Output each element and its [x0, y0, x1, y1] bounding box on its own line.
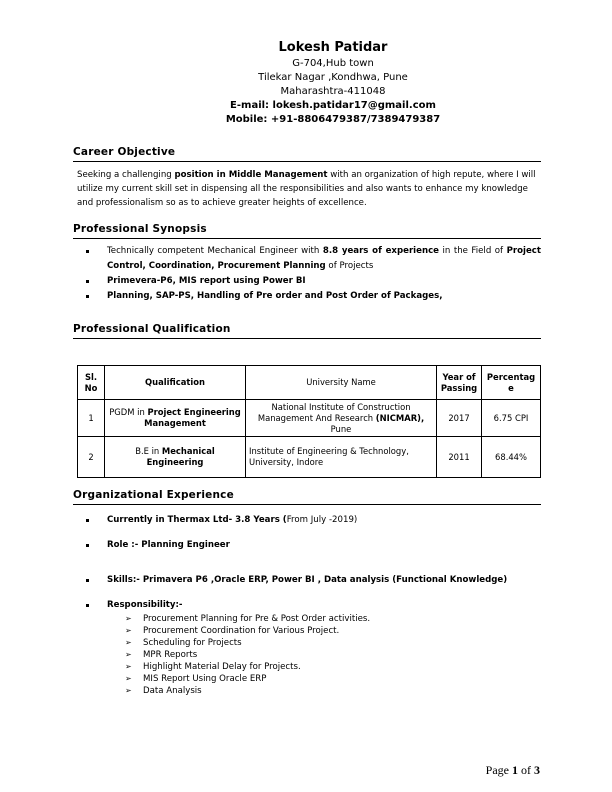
text-bold: 8.8 years of experience: [322, 246, 439, 256]
career-objective-section: [73, 146, 541, 210]
section-heading: Professional Synopsis: [73, 223, 541, 239]
text: Pune: [330, 423, 352, 434]
column-header: Year of Passing: [437, 366, 482, 400]
list-item: [107, 538, 541, 553]
table-row: [78, 437, 541, 478]
text: of Projects: [325, 261, 374, 271]
column-header: Sl. No: [78, 366, 105, 400]
text: in the Field of: [439, 246, 507, 256]
column-header: University Name: [246, 366, 437, 400]
text: Seeking a challenging: [77, 170, 175, 180]
responsibility-item: ➢ Scheduling for Projects: [143, 637, 541, 649]
cell-university: [246, 400, 437, 437]
page-number: [486, 763, 540, 778]
text: Technically competent Mechanical Engineer with: [107, 246, 323, 256]
text: B.E in: [135, 446, 162, 456]
text-bold: Planning, SAP-PS, Handling of Pre order and Post Order of Packages,: [107, 291, 443, 301]
text-bold: Mechanical Engineering: [146, 446, 215, 467]
table-row: [78, 400, 541, 437]
text-bold: Project Control, Coordination, Procurement Planning: [107, 246, 541, 271]
text: of: [518, 763, 534, 777]
cell-qualification: [105, 437, 246, 478]
text-bold: Project Engineering Management: [144, 407, 241, 428]
list-item: [107, 274, 541, 289]
responsibility-item: ➢ Data Analysis: [143, 685, 541, 697]
text: National Institute of Construction Management And Research: [257, 401, 411, 423]
responsibility-list: [107, 613, 541, 697]
responsibility-item: ➢ MPR Reports: [143, 649, 541, 661]
text: Page: [485, 763, 512, 777]
text-bold: Primevera-P6, MIS report using Power BI: [107, 276, 306, 286]
professional-qualification-section: [73, 323, 541, 339]
career-objective-text: [77, 168, 541, 210]
cell-sl: 2: [78, 437, 105, 478]
section-heading: Professional Qualification: [73, 323, 541, 339]
candidate-name: Lokesh Patidar: [278, 40, 388, 55]
cell-year: 2011: [437, 437, 482, 478]
text-bold: Skills:- Primavera P6 ,Oracle ERP, Power BI , Data analysis (Functional Knowledge): [107, 575, 508, 585]
qualification-table: [77, 365, 541, 478]
text: From July -2019): [286, 515, 358, 525]
professional-synopsis-section: [73, 223, 541, 304]
responsibility-item: ➢ Highlight Material Delay for Projects.: [143, 661, 541, 673]
list-item: [107, 598, 541, 697]
list-item: [107, 513, 541, 528]
text-bold: 3: [534, 763, 540, 777]
list-item: [107, 244, 541, 274]
email: E-mail: lokesh.patidar17@gmail.com: [230, 100, 436, 111]
cell-qualification: [105, 400, 246, 437]
column-header: Qualification: [105, 366, 246, 400]
address-line: Tilekar Nagar ,Kondhwa, Pune: [258, 72, 408, 83]
cell-percentage: 68.44%: [482, 437, 541, 478]
section-heading: Career Objective: [73, 146, 541, 162]
text-bold: 1: [512, 763, 518, 777]
responsibility-item: ➢ Procurement Coordination for Various Project.: [143, 625, 541, 637]
responsibility-item: ➢ Procurement Planning for Pre & Post Order activities.: [143, 613, 541, 625]
responsibility-item: ➢ MIS Report Using Oracle ERP: [143, 673, 541, 685]
text-bold: position in Middle Management: [174, 170, 328, 180]
cell-university: Institute of Engineering & Technology, University, Indore: [246, 437, 437, 478]
list-item: [107, 289, 541, 304]
text: PGDM in: [109, 407, 148, 417]
text: with an organization of high repute, where I will utilize my current skill set in dispensing all the responsibilities and also wants to enhance my knowledge and professionalism so as to achieve greater heights of excellence.: [77, 170, 536, 208]
list-item: [107, 573, 541, 588]
organizational-experience-section: [73, 489, 541, 697]
address-line: Maharashtra-411048: [280, 86, 386, 97]
section-heading: Organizational Experience: [73, 489, 541, 505]
address-line: G-704,Hub town: [292, 58, 374, 69]
text-bold: Responsibility:-: [107, 600, 183, 610]
cell-percentage: 6.75 CPI: [482, 400, 541, 437]
text-bold: Currently in Thermax Ltd- 3.8 Years (: [107, 515, 287, 525]
cell-sl: 1: [78, 400, 105, 437]
cell-year: 2017: [437, 400, 482, 437]
column-header: Percentage: [482, 366, 541, 400]
text-bold: Role :- Planning Engineer: [107, 540, 230, 550]
mobile: Mobile: +91-8806479387/7389479387: [225, 114, 441, 125]
table-header-row: [78, 366, 541, 400]
text-bold: (NICMAR),: [375, 412, 425, 423]
